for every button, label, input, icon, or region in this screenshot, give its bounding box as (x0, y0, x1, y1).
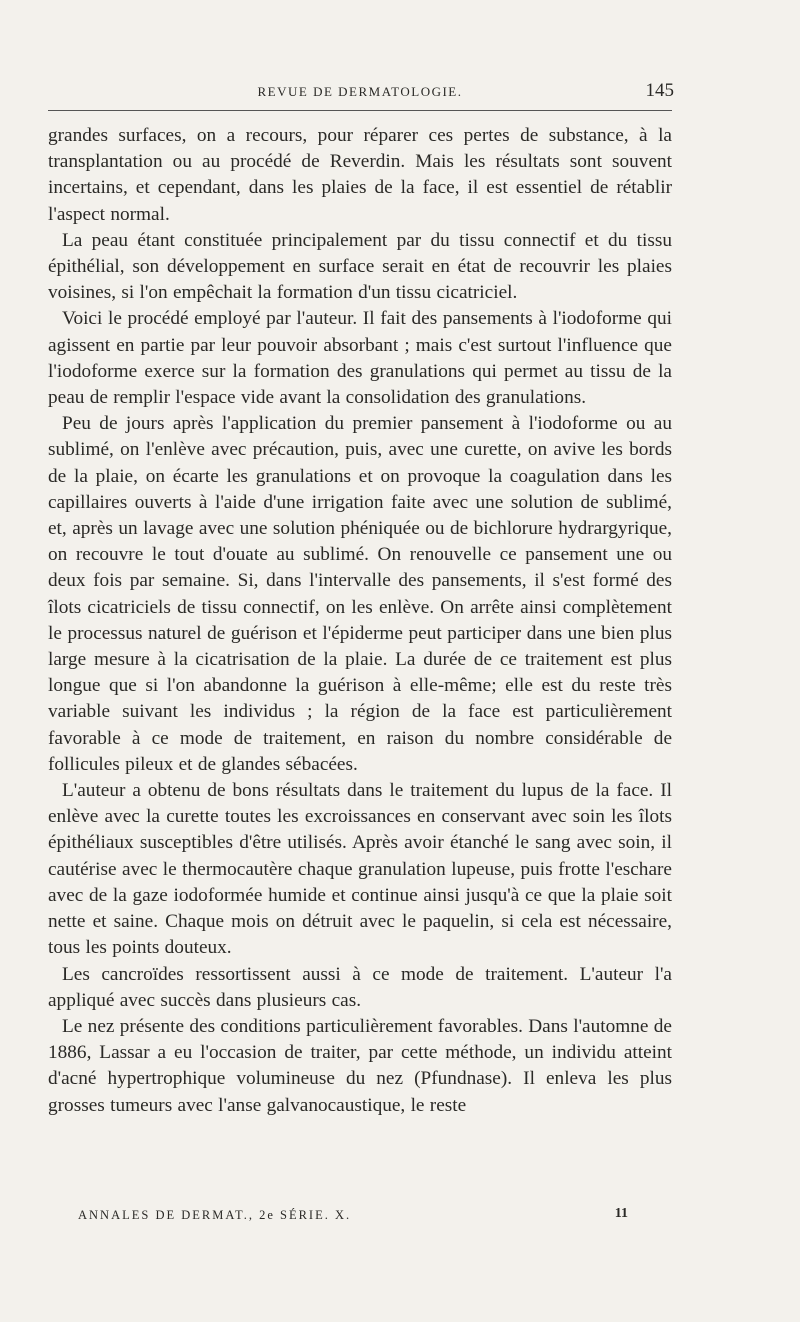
paragraph: Peu de jours après l'application du premier pansement à l'iodoforme ou au sublimé, on l'enlève avec précaution, puis, avec une curette, on avive les bords de la plaie, on écarte les granulations et on provoque la coagulation dans les capillaires ouverts à l'aide d'une irrigation faite avec une solution de sublimé, et, après un lavage avec une solution phéniquée ou de bichlorure hydrargyrique, on recouvre le tout d'ouate au sublimé. On renouvelle ce pansement une ou deux fois par semaine. Si, dans l'intervalle des pansements, il s'est formé des îlots cicatriciels de tissu connectif, on les enlève. On arrête ainsi complètement le processus naturel de guérison et l'épiderme peut participer dans une bien plus large mesure à la cicatrisation de la plaie. La durée de ce traitement est plus longue que si l'on abandonne la guérison à elle-même; elle est du reste très variable suivant les individus ; la région de la face est particulièrement favorable à ce mode de traitement, en raison du nombre considérable de follicules pileux et de glandes sébacées. (48, 413, 672, 775)
running-title: REVUE DE DERMATOLOGIE. (257, 84, 463, 99)
body-text (48, 123, 672, 1119)
paragraph: L'auteur a obtenu de bons résultats dans le traitement du lupus de la face. Il enlève avec la curette toutes les excroissances en conservant avec soin les îlots épithéliaux susceptibles d'être utilisés. Après avoir étanché le sang avec soin, il cautérise avec le thermocautère chaque granulation lupeuse, puis frotte l'eschare avec de la gaze iodoformée humide et continue ainsi jusqu'à ce que la plaie soit nette et saine. Chaque mois on détruit avec le paquelin, si cela est nécessaire, tous les points douteux. (48, 780, 672, 959)
header-rule (48, 110, 672, 111)
page-header (48, 80, 672, 104)
signature-line: ANNALES DE DERMAT., 2e SÉRIE. X. (78, 1208, 352, 1222)
paragraph: grandes surfaces, on a recours, pour réparer ces pertes de substance, à la transplantation ou au procédé de Reverdin. Mais les résultats sont souvent incertains, et cependant, dans les plaies de la face, il est essentiel de rétablir l'aspect normal. (48, 125, 672, 225)
sheet-number: 11 (614, 1206, 628, 1221)
paragraph: Les cancroïdes ressortissent aussi à ce mode de traitement. L'auteur l'a appliqué avec succès dans plusieurs cas. (48, 963, 672, 1011)
paragraph: La peau étant constituée principalement par du tissu connectif et du tissu épithélial, son développement en surface serait en état de recouvrir les plaies voisines, si l'on empêchait la formation d'un tissu cicatriciel. (48, 229, 672, 304)
paragraph: Le nez présente des conditions particulièrement favorables. Dans l'automne de 1886, Lassar a eu l'occasion de traiter, par cette méthode, un individu atteint d'acné hypertrophique volumineuse du nez (Pfundnase). Il enleva les plus grosses tumeurs avec l'anse galvanocaustique, le reste (48, 1015, 672, 1116)
paragraph: Voici le procédé employé par l'auteur. Il fait des pansements à l'iodoforme qui agissent en partie par leur pouvoir absorbant ; mais c'est surtout l'influence que l'iodoforme exerce sur la formation des granulations qui permet au tissu de la peau de remplir l'espace vide avant la consolidation des granulations. (48, 308, 672, 409)
page-number: 145 (645, 80, 674, 101)
page-footer (78, 1208, 628, 1228)
